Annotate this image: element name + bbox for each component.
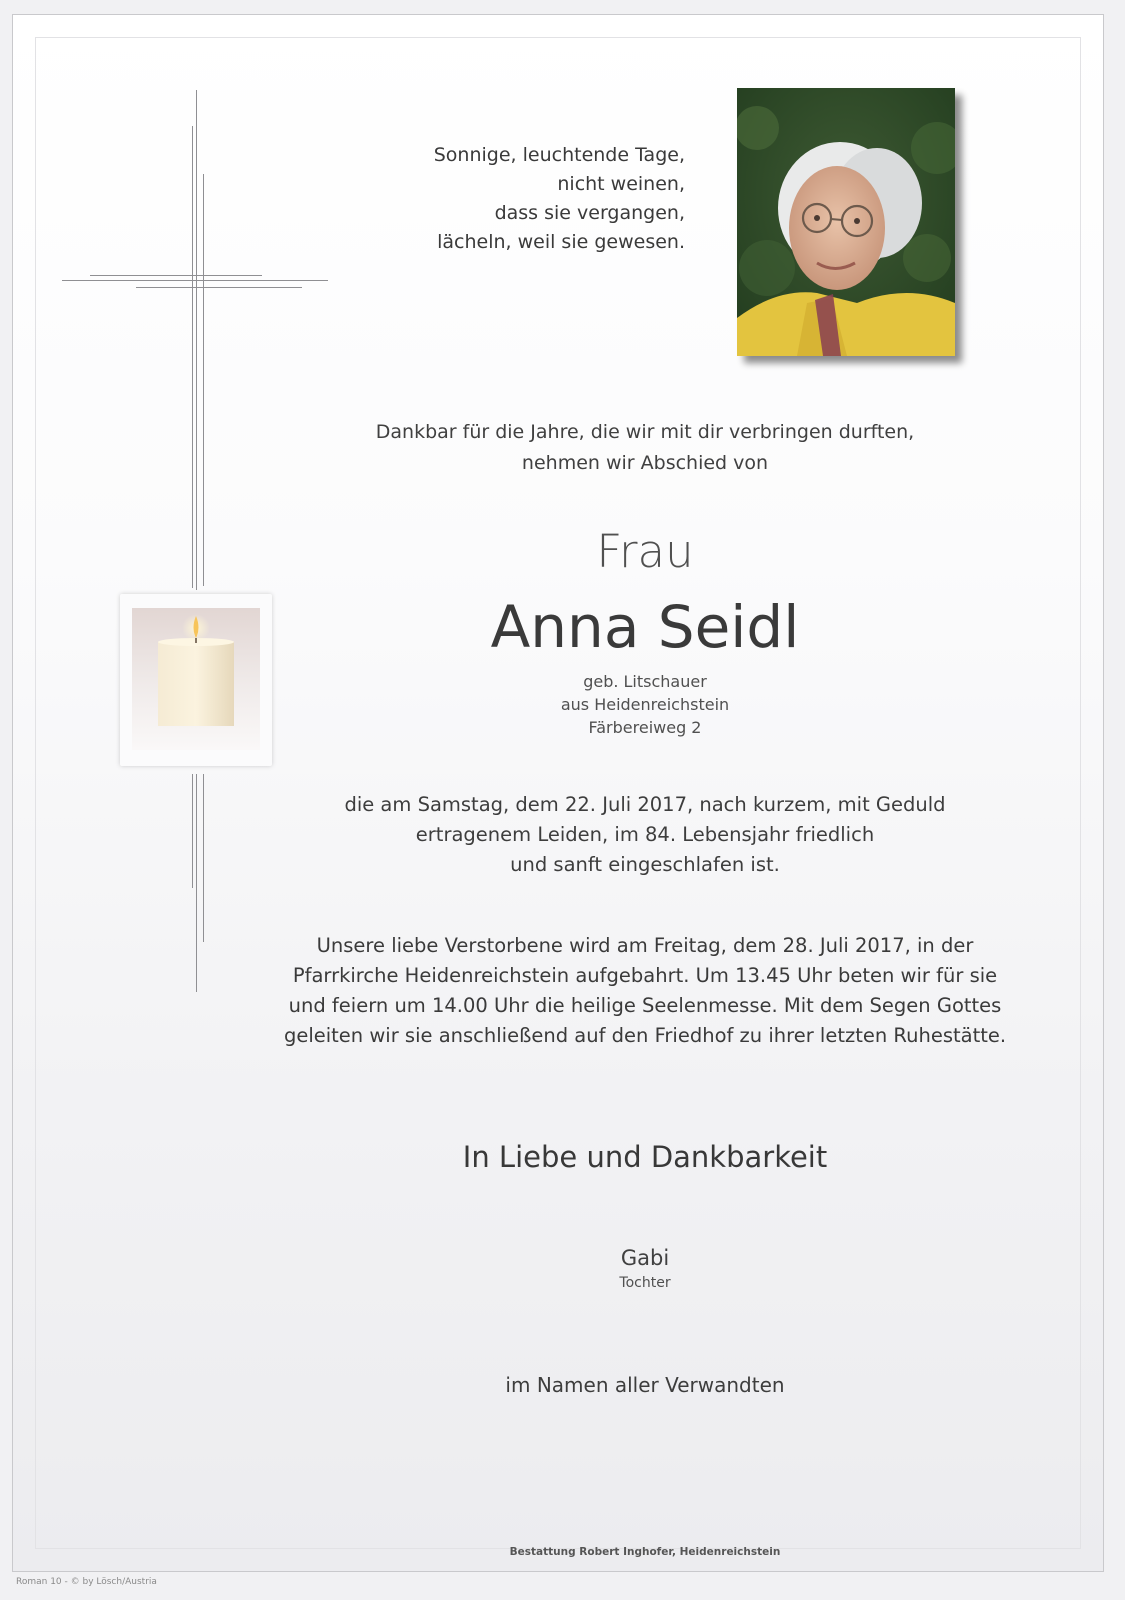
address: Färbereiweg 2 bbox=[588, 718, 702, 737]
funeral-notice-line: geleiten wir sie anschließend auf den Friedhof zu ihrer letzten Ruhestätte. bbox=[283, 1024, 1007, 1047]
closing-line: In Liebe und Dankbarkeit bbox=[462, 1140, 828, 1174]
mourner-relation: Tochter bbox=[619, 1275, 671, 1291]
death-notice-line: die am Samstag, dem 22. Juli 2017, nach kurzem, mit Geduld bbox=[344, 793, 946, 816]
poem-line: Sonnige, leuchtende Tage, bbox=[433, 144, 685, 166]
funeral-notice-line: und feiern um 14.00 Uhr die heilige Seelenmesse. Mit dem Segen Gottes bbox=[288, 994, 1002, 1017]
funeral-notice bbox=[260, 931, 1030, 1051]
deceased-title: Frau bbox=[596, 525, 694, 578]
funeral-notice-line: Pfarrkirche Heidenreichstein aufgebahrt. Um 13.45 Uhr beten wir für sie bbox=[292, 964, 998, 987]
death-notice-line: und sanft eingeschlafen ist. bbox=[510, 853, 780, 876]
poem-line: lächeln, weil sie gewesen. bbox=[437, 231, 685, 253]
poem bbox=[300, 141, 685, 257]
hometown: aus Heidenreichstein bbox=[560, 695, 730, 714]
relatives-line: im Namen aller Verwandten bbox=[505, 1373, 785, 1397]
funeral-notice-line: Unsere liebe Verstorbene wird am Freitag, dem 28. Juli 2017, in der bbox=[316, 934, 974, 957]
mourner-name: Gabi bbox=[620, 1246, 670, 1270]
portrait-photo bbox=[737, 88, 955, 356]
deceased-details bbox=[260, 670, 1030, 739]
death-notice bbox=[260, 790, 1030, 880]
poem-line: dass sie vergangen, bbox=[494, 202, 685, 224]
undertaker: Bestattung Robert Inghofer, Heidenreichstein bbox=[509, 1546, 781, 1558]
intro-line: Dankbar für die Jahre, die wir mit dir verbringen durften, bbox=[375, 421, 915, 443]
intro-text bbox=[260, 417, 1030, 479]
birth-name: geb. Litschauer bbox=[583, 672, 707, 691]
deceased-name: Anna Seidl bbox=[490, 593, 800, 661]
intro-line: nehmen wir Abschied von bbox=[521, 452, 769, 474]
imprint: Roman 10 - © by Lösch/Austria bbox=[16, 1577, 157, 1587]
death-notice-line: ertragenem Leiden, im 84. Lebensjahr friedlich bbox=[415, 823, 875, 846]
candle-image bbox=[120, 594, 272, 766]
poem-line: nicht weinen, bbox=[557, 173, 685, 195]
